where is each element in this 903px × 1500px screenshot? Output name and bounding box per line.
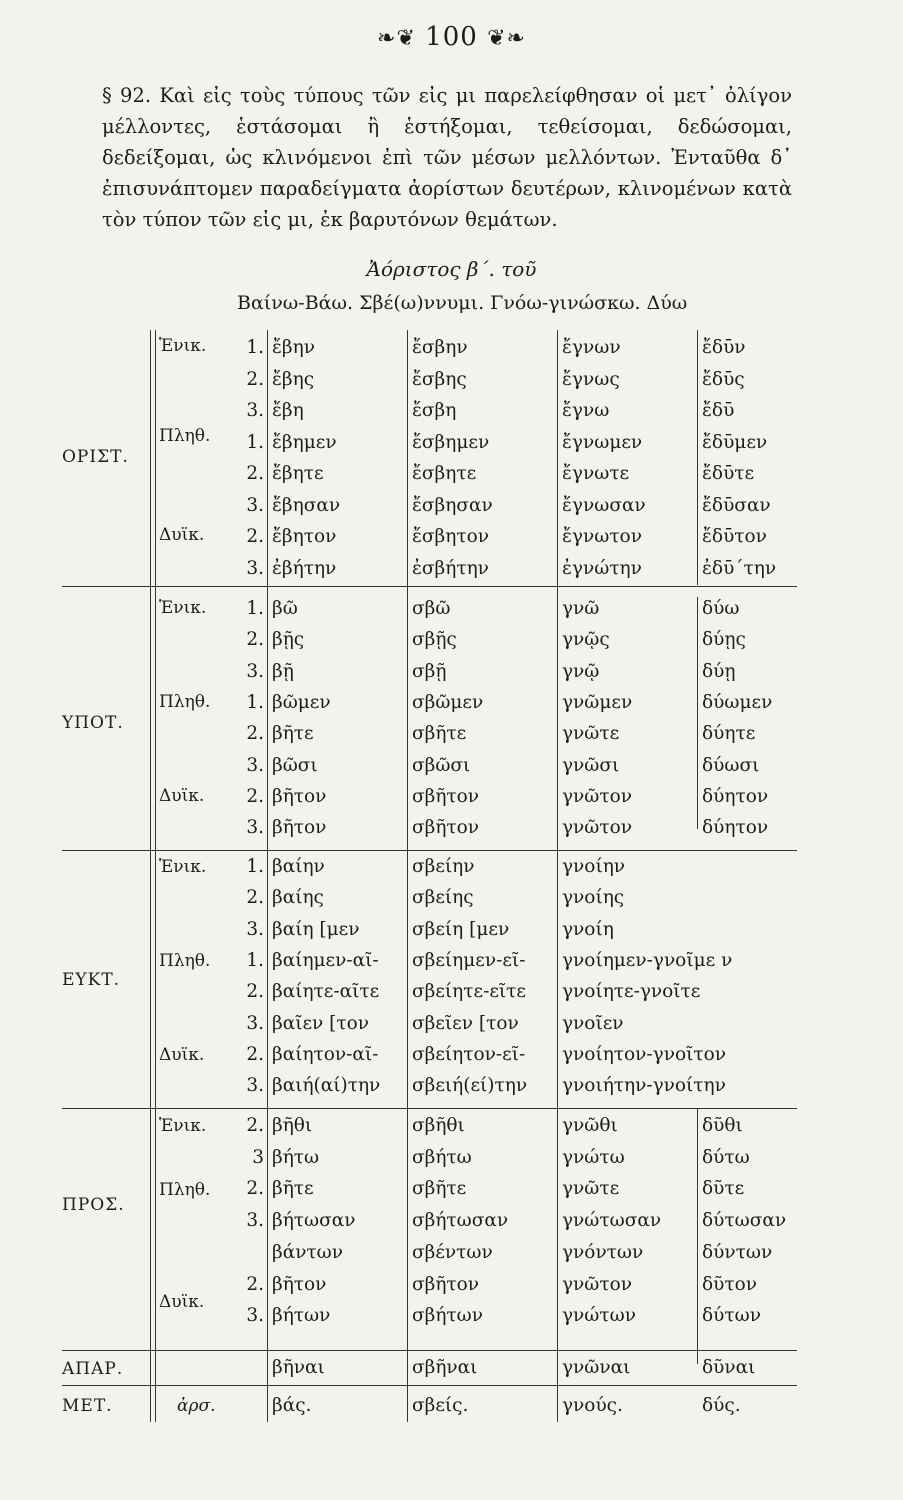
form-cell: σβήτων [412,1305,483,1327]
form-cell: σβῶ [412,598,451,619]
form-cell: ἔσβη [412,400,457,421]
form-cell: ἔβης [272,368,315,390]
table-row [62,429,797,458]
form-cell: βαίητε-αῖτε [272,981,380,1003]
row-number: 3. [246,1012,264,1034]
form-cell: ἔγνω [562,400,610,421]
form-cell: γνοίητε-γνοῖτε [562,981,701,1003]
form-cell: βῶσι [272,754,318,776]
table-row [62,1207,797,1236]
form-cell: σβείην [412,856,475,877]
table-row [62,1271,797,1300]
mood-ypot: ΥΠΟΤ. [62,713,124,733]
table-row [62,1175,797,1204]
form-cell: γνῶτον [562,785,633,807]
table-row [62,783,797,812]
form-cell: δύωσι [702,754,760,776]
form-cell: βαιή(αί)την [272,1075,381,1097]
form-cell: βῇ [272,660,294,682]
table-row [62,947,797,976]
form-cell: ἐγνώτην [562,557,642,579]
form-cell: ἔβη [272,400,304,421]
row-number: 3. [246,494,264,516]
intro-paragraph [102,80,792,235]
form-cell: βήτω [272,1146,320,1168]
table-row [62,978,797,1007]
table-row [62,1010,797,1039]
form-cell: δύωμεν [702,691,773,713]
form-cell: δύητε [702,723,756,745]
form-cell: σβείητε-εῖτε [412,981,526,1003]
table-row [62,595,797,624]
table-row [62,752,797,781]
form-cell: ἔβητον [272,526,337,547]
form-cell: σβῆθι [412,1115,465,1136]
row-number: 3 [252,1146,264,1168]
form-cell: σβῆτον [412,785,480,807]
form-cell: βῶμεν [272,691,331,713]
form-cell: δῦθι [702,1115,743,1136]
mood-met: ΜΕΤ. [62,1396,113,1416]
form-cell: βήτωσαν [272,1210,356,1232]
rule-after-pros [62,1350,797,1351]
form-cell: ἐσβήτην [412,557,489,579]
form-cell: σβῆτον [412,817,480,839]
form-cell: δύτων [702,1305,761,1327]
form-cell: ἐβήτην [272,557,337,579]
row-number: 2. [246,463,264,484]
form-cell: γνῶτε [562,723,620,745]
table-row [62,1354,797,1383]
form-cell: σβῆτε [412,1178,467,1200]
form-cell: δύῃ [702,660,736,682]
row-number: 3. [246,557,264,579]
number-plith-orist: Πληθ. [159,426,211,446]
form-cell: σβήτωσαν [412,1210,509,1232]
form-cell: δύητον [702,817,769,839]
form-cell: δύῃς [702,629,746,651]
number-duik-orist: Δυϊκ. [159,525,205,545]
form-cell: ἔγνωτον [562,526,642,547]
table-row [62,853,797,882]
number-duik-eukt: Δυϊκ. [159,1045,205,1065]
form-cell: ἔσβητον [412,526,489,547]
rule-after-eukt [62,1108,797,1109]
form-cell: γνούς. [562,1395,623,1416]
form-cell: γνῷ [562,660,600,682]
mood-apar: ΑΠΑΡ. [62,1359,124,1379]
form-cell: ἔγνωμεν [562,431,643,453]
form-cell: γνοίης [562,887,625,909]
row-number: 1. [246,431,264,453]
row-number: 3. [246,918,264,940]
form-cell: βήτων [272,1305,331,1327]
form-cell: ἔσβημεν [412,431,490,453]
form-cell: δύτωσαν [702,1210,787,1232]
form-cell: βῆτον [272,785,327,807]
form-cell: ἔσβης [412,368,467,390]
form-cell: ἔδῡ [702,400,735,421]
form-cell: δύτω [702,1146,750,1168]
row-number: 3. [246,817,264,839]
number-duik-pros: Δυϊκ. [159,1292,205,1312]
page-number: 100 [425,22,478,52]
form-cell: βῆναι [272,1357,325,1378]
ornament-left-icon: ❧❦ [377,26,416,51]
table-row [62,555,797,584]
intro-text: § 92. Καὶ εἰς τοὺς τύπους τῶν εἰς μι παρελείφθησαν οἱ μετ᾽ ὀλίγον μέλλοντες, ἑστάσομαι ἢ ἑστήξομαι, τεθείσομαι, δεδώσομαι, δεδείξομαι, ὡς κλινόμενοι ἐπὶ τῶν μέσων μελλόντων. Ἐνταῦθα δ᾽ ἐπισυνάπτομεν παραδείγματα ἀορίστων δευτέρων, κλινομένων κατὰ τὸν τύπον τῶν εἰς μι, ἐκ βαρυτόνων θεμάτων. [102,84,792,231]
table-row [62,366,797,395]
form-cell: ἔβην [272,337,315,358]
form-cell: γνώτων [562,1305,636,1327]
row-number: 3. [246,1210,264,1232]
form-cell: ἔσβητε [412,463,477,484]
form-cell: σβῶμεν [412,691,484,713]
form-cell: σβείημεν-εῖ- [412,949,526,971]
form-cell: ἔδῡς [702,368,745,390]
row-number: 3. [246,660,264,682]
met-subtitle: ἀρσ. [177,1396,216,1416]
form-cell: βῆθι [272,1115,313,1136]
table-row [62,1041,797,1070]
table-row [62,626,797,655]
row-number: 2. [246,1178,264,1200]
form-cell: ἔβημεν [272,431,337,453]
row-number: 2. [246,887,264,909]
form-cell: ἔδῡτον [702,526,767,547]
form-cell: σβῆναι [412,1357,478,1378]
row-number: 1. [246,949,264,971]
number-enik-pros: Ἑνικ. [159,1116,207,1136]
mood-orist: ΟΡΙΣΤ. [62,447,129,467]
page-header [0,22,903,52]
form-cell: γνοίη [562,918,614,940]
form-cell: ἔγνων [562,337,621,358]
form-cell: δύητον [702,785,769,807]
form-cell: γνῶτον [562,1273,633,1295]
form-cell: γνῶμεν [562,691,633,713]
form-cell: ἔδῡσαν [702,494,771,516]
table-row [62,397,797,426]
number-enik-orist: Ἑνικ. [159,336,207,356]
row-number: 1. [246,856,264,877]
form-cell: βαῖεν [τον [272,1012,369,1034]
row-number: 1. [246,691,264,713]
row-number: 1. [246,337,264,358]
ornament-right-icon: ❦❧ [487,26,526,51]
table-row [62,916,797,945]
form-cell: σβῇ [412,660,447,682]
form-cell: ἔδῡν [702,337,746,358]
mood-pros: ΠΡΟΣ. [62,1195,125,1215]
table-row [62,1072,797,1101]
form-cell: ἔγνως [562,368,620,390]
form-cell: σβείη [μεν [412,918,510,940]
row-number: 1. [246,598,264,619]
table-row [62,658,797,687]
mood-eukt: ΕΥΚΤ. [62,970,121,990]
row-number: 3. [246,754,264,776]
form-cell: γνώτω [562,1146,625,1168]
form-cell: γνῶθι [562,1115,618,1136]
table-row [62,1144,797,1173]
table-row [62,720,797,749]
form-cell: σβείης [412,887,474,909]
form-cell: ἔσβην [412,337,468,358]
form-cell: δῦτον [702,1273,758,1295]
form-cell: βῇς [272,629,305,651]
rule-after-ypot [62,850,797,851]
form-cell: δύντων [702,1241,773,1263]
form-cell: δῦναι [702,1357,756,1378]
row-number: 3. [246,1075,264,1097]
form-cell: ἔγνωσαν [562,494,646,516]
table-row [62,1239,797,1268]
row-number: 2. [246,526,264,547]
table-row [62,460,797,489]
form-cell: ἐδῡ΄την [702,557,777,579]
form-cell: γνοίητον-γνοῖτον [562,1043,726,1065]
form-cell: ἔβητε [272,463,324,484]
row-number: 2. [246,981,264,1003]
form-cell: βῆτον [272,817,327,839]
row-number: 2. [246,723,264,745]
form-cell: γνοῖεν [562,1012,624,1034]
number-plith-eukt: Πληθ. [159,951,211,971]
table-row [62,814,797,843]
form-cell: γνῶναι [562,1357,631,1378]
row-number: 2. [246,1043,264,1065]
table-row [62,334,797,363]
form-cell: δῦτε [702,1178,745,1200]
verbs-heading: Βαίνω-Βάω. Σβέ(ω)ννυμι. Γνόω-γινώσκω. Δύω [237,292,688,314]
form-cell: βάντων [272,1241,344,1263]
table-row [62,523,797,552]
form-cell: γνόντων [562,1241,644,1263]
form-cell: γνοίημεν-γνοῖμε ν [562,949,733,971]
form-cell: σβήτω [412,1146,472,1168]
form-cell: γνώτωσαν [562,1210,662,1232]
form-cell: σβείς. [412,1395,469,1416]
form-cell: γνῶ [562,598,600,619]
form-cell: σβειή(εί)την [412,1075,528,1097]
table-row [62,1392,797,1421]
form-cell: σβείητον-εῖ- [412,1043,526,1065]
row-number: 2. [246,368,264,390]
form-cell: δύς. [702,1395,741,1416]
table-row [62,884,797,913]
row-number: 3. [246,1305,264,1327]
form-cell: σβέντων [412,1241,493,1263]
form-cell: γνῷς [562,629,610,651]
table-row [62,1302,797,1331]
form-cell: γνοιήτην-γνοίτην [562,1075,726,1097]
form-cell: σβῶσι [412,754,471,776]
form-cell: σβῆτον [412,1273,480,1295]
row-number: 2. [246,1273,264,1295]
form-cell: βῆτε [272,723,314,745]
form-cell: ἔσβησαν [412,494,493,516]
form-cell: σβῆτε [412,723,467,745]
form-cell: ἔδῡτε [702,463,755,484]
number-plith-ypot: Πληθ. [159,692,211,712]
form-cell: σβεῖεν [τον [412,1012,519,1034]
rule-after-orist [62,586,797,587]
form-cell: γνῶσι [562,754,620,776]
row-number: 2. [246,1115,264,1136]
form-cell: ἔδῡμεν [702,431,768,453]
row-number: 3. [246,400,264,421]
table-row [62,1112,797,1141]
form-cell: γνῶτε [562,1178,620,1200]
number-enik-eukt: Ἑνικ. [159,857,207,877]
form-cell: βῶ [272,598,298,619]
form-cell: γνοίην [562,856,626,877]
conjugation-table [62,330,797,1422]
number-duik-ypot: Δυϊκ. [159,786,205,806]
form-cell: ἔβησαν [272,494,341,516]
row-number: 2. [246,785,264,807]
form-cell: βαίημεν-αῖ- [272,949,379,971]
form-cell: ἔγνωτε [562,463,630,484]
number-enik-ypot: Ἑνικ. [159,598,207,618]
form-cell: βῆτε [272,1178,314,1200]
form-cell: σβῇς [412,629,457,651]
rule-after-apar [62,1385,797,1386]
number-plith-pros: Πληθ. [159,1180,211,1200]
table-subtitle: Ἀόριστος β΄. τοῦ [366,257,537,281]
form-cell: βαίητον-αῖ- [272,1043,379,1065]
row-number: 2. [246,629,264,651]
table-row [62,689,797,718]
table-row [62,492,797,521]
form-cell: βαίην [272,856,325,877]
form-cell: δύω [702,598,740,619]
form-cell: βῆτον [272,1273,327,1295]
form-cell: γνῶτον [562,817,633,839]
form-cell: βάς. [272,1395,312,1416]
form-cell: βαίη [μεν [272,918,360,940]
form-cell: βαίης [272,887,324,909]
